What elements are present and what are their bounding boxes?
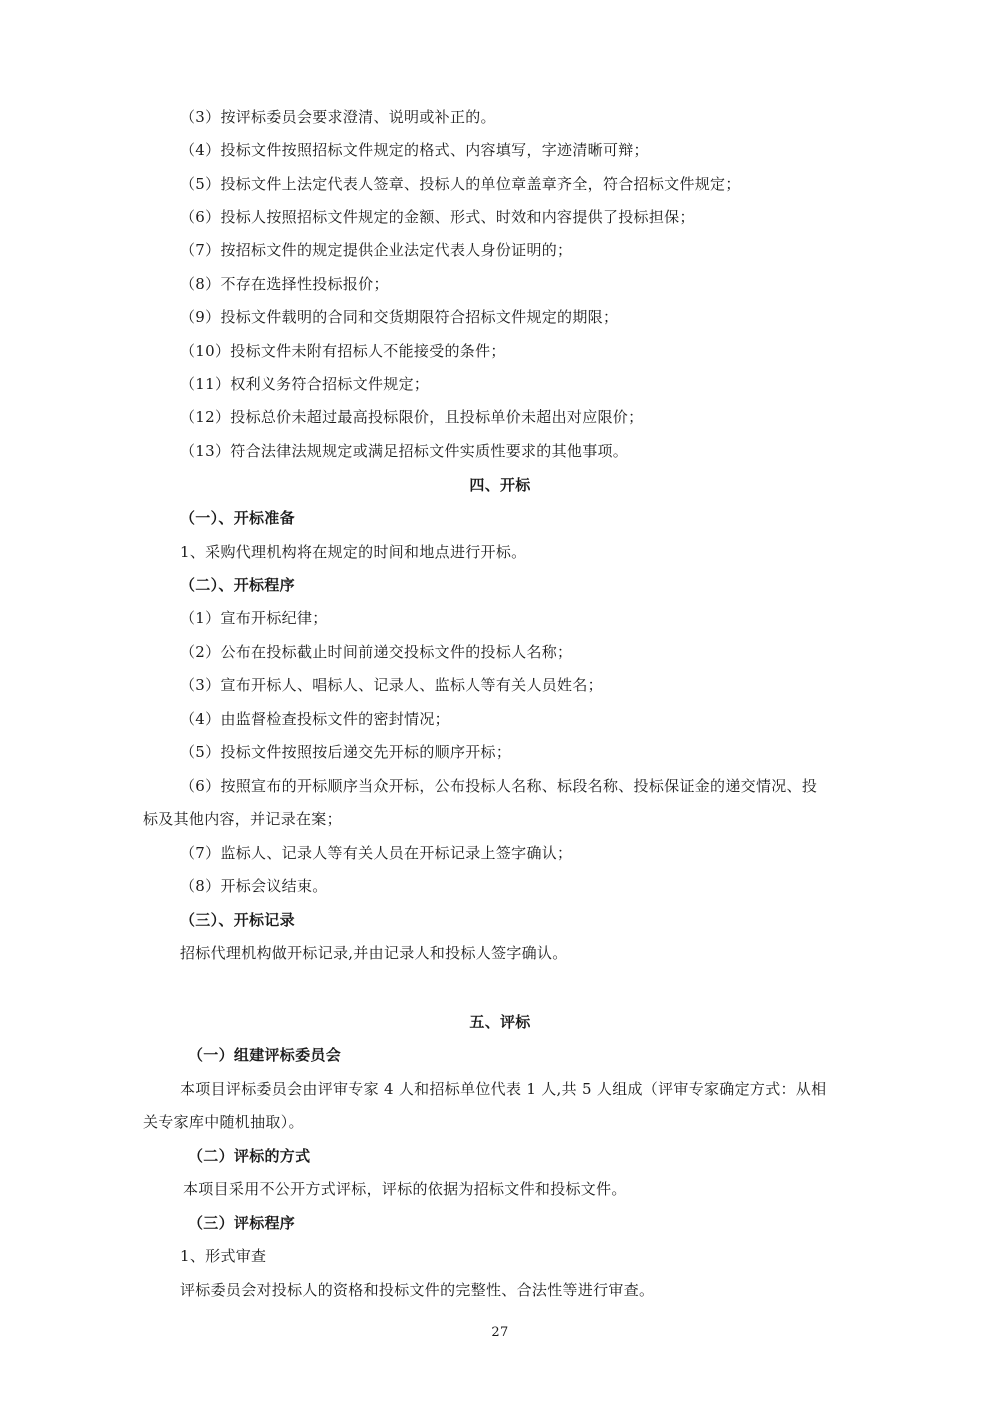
- subsection-4-2-heading: （二）、开标程序: [180, 576, 295, 594]
- subsection-4-1-heading: （一）、开标准备: [180, 509, 295, 527]
- qualification-item-4: （4）投标文件按照招标文件规定的格式、内容填写，字迹清晰可辩；: [180, 141, 649, 159]
- procedure-item-4: （4）由监督检查投标文件的密封情况；: [180, 710, 450, 728]
- subsection-5-1-text: 本项目评标委员会由评审专家 4 人和招标单位代表 1 人,共 5 人组成（评审专家确定方式：从相: [180, 1080, 827, 1098]
- subsection-5-2-text: 本项目采用不公开方式评标，评标的依据为招标文件和投标文件。: [183, 1180, 627, 1198]
- qualification-item-10: （10）投标文件未附有招标人不能接受的条件；: [180, 342, 506, 360]
- qualification-item-9: （9）投标文件载明的合同和交货期限符合招标文件规定的期限；: [180, 308, 619, 326]
- qualification-item-13: （13）符合法律法规规定或满足招标文件实质性要求的其他事项。: [180, 442, 629, 460]
- subsection-5-3-item-1: 1、形式审查: [180, 1247, 267, 1265]
- qualification-item-6: （6）投标人按照招标文件规定的金额、形式、时效和内容提供了投标担保；: [180, 208, 695, 226]
- subsection-5-1-heading: （一）组建评标委员会: [188, 1046, 342, 1064]
- subsection-5-3-text: 评标委员会对投标人的资格和投标文件的完整性、合法性等进行审查。: [180, 1281, 655, 1299]
- subsection-5-2-heading: （二）评标的方式: [188, 1147, 311, 1165]
- qualification-item-8: （8）不存在选择性投标报价；: [180, 275, 389, 293]
- qualification-item-3: （3）按评标委员会要求澄清、说明或补正的。: [180, 108, 496, 126]
- procedure-item-8: （8）开标会议结束。: [180, 877, 328, 895]
- procedure-item-7: （7）监标人、记录人等有关人员在开标记录上签字确认；: [180, 844, 573, 862]
- section-5-heading: 五、评标: [469, 1013, 531, 1031]
- subsection-4-3-text: 招标代理机构做开标记录,并由记录人和投标人签字确认。: [180, 944, 568, 962]
- qualification-item-11: （11）权利义务符合招标文件规定；: [180, 375, 430, 393]
- procedure-item-6-continued: 标及其他内容，并记录在案；: [143, 810, 342, 828]
- procedure-item-2: （2）公布在投标截止时间前递交投标文件的投标人名称；: [180, 643, 573, 661]
- subsection-5-1-text-continued: 关专家库中随机抽取）。: [143, 1113, 304, 1131]
- qualification-item-12: （12）投标总价未超过最高投标限价，且投标单价未超出对应限价；: [180, 408, 644, 426]
- procedure-item-6: （6）按照宣布的开标顺序当众开标，公布投标人名称、标段名称、投标保证金的递交情况、投: [180, 777, 818, 795]
- subsection-5-3-heading: （三）评标程序: [188, 1214, 296, 1232]
- section-4-heading: 四、开标: [469, 476, 531, 494]
- procedure-item-5: （5）投标文件按照按后递交先开标的顺序开标；: [180, 743, 512, 761]
- procedure-item-3: （3）宣布开标人、唱标人、记录人、监标人等有关人员姓名；: [180, 676, 603, 694]
- page-number: 27: [491, 1325, 509, 1340]
- subsection-4-3-heading: （三）、开标记录: [180, 911, 295, 929]
- qualification-item-5: （5）投标文件上法定代表人签章、投标人的单位章盖章齐全，符合招标文件规定；: [180, 175, 741, 193]
- subsection-4-1-text: 1、采购代理机构将在规定的时间和地点进行开标。: [180, 543, 527, 561]
- qualification-item-7: （7）按招标文件的规定提供企业法定代表人身份证明的；: [180, 241, 573, 259]
- procedure-item-1: （1）宣布开标纪律；: [180, 609, 328, 627]
